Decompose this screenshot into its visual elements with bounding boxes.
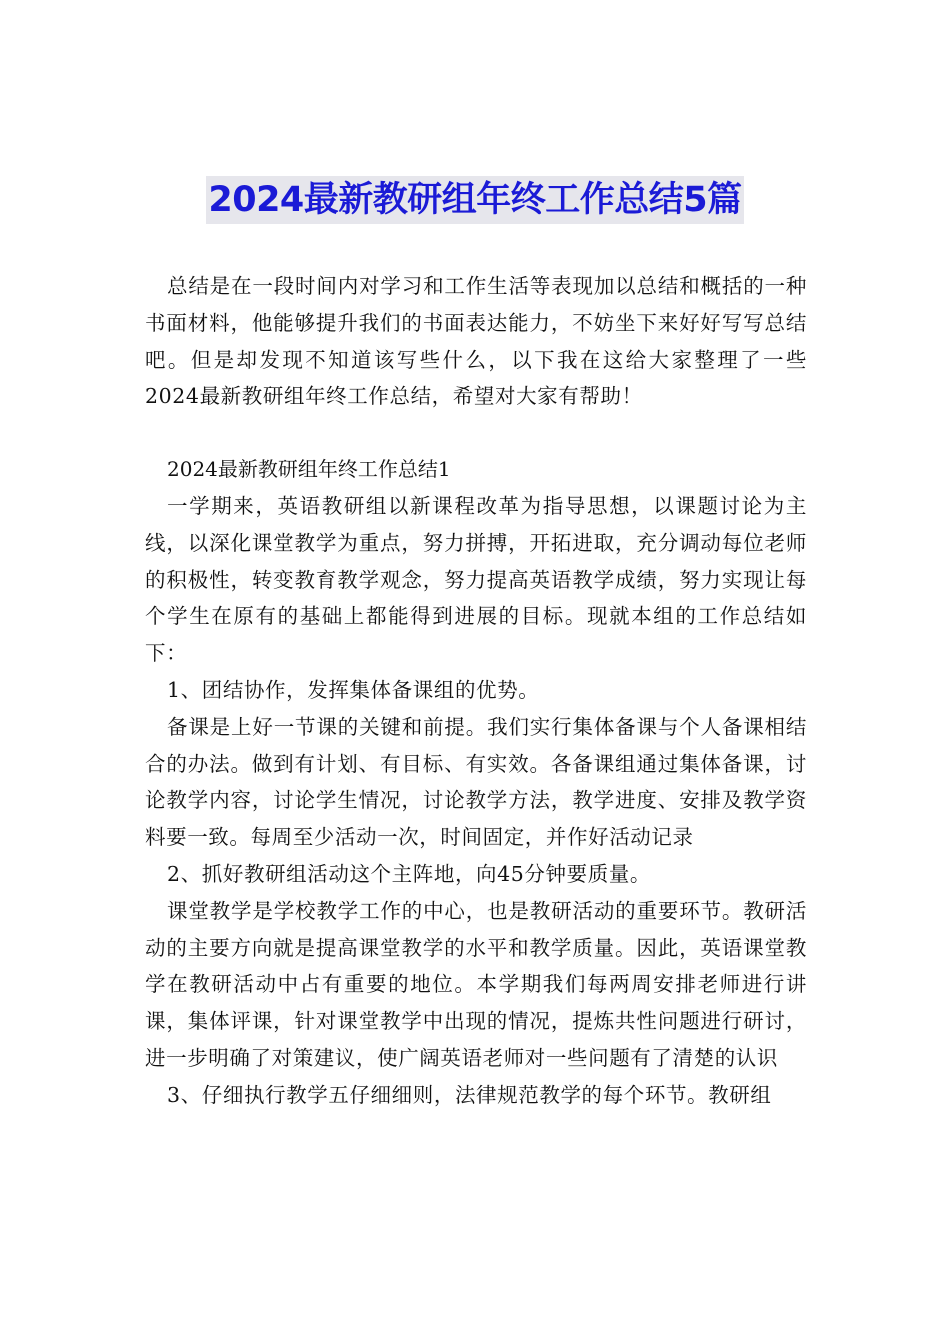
paragraph-gap [145, 415, 807, 451]
body-paragraph: 一学期来，英语教研组以新课程改革为指导思想，以课题讨论为主线，以深化课堂教学为重点，努力拼搏，开拓进取，充分调动每位老师的积极性，转变教育教学观念，努力提高英语教学成绩，努力实现让每个学生在原有的基础上都能得到进展的目标。现就本组的工作总结如下： [145, 493, 807, 666]
document-body [145, 268, 807, 1114]
list-point-2: 2、抓好教研组活动这个主阵地，向45分钟要质量。 [167, 861, 652, 886]
section-heading: 2024最新教研组年终工作总结1 [167, 457, 451, 482]
document-title: 2024最新教研组年终工作总结5篇 [206, 176, 743, 224]
title-container [0, 176, 950, 224]
list-point-3: 3、仔细执行教学五仔细细则，法律规范教学的每个环节。教研组 [167, 1082, 772, 1107]
list-point-1: 1、团结协作，发挥集体备课组的优势。 [167, 677, 540, 702]
intro-paragraph: 总结是在一段时间内对学习和工作生活等表现加以总结和概括的一种书面材料，他能够提升我们的书面表达能力，不妨坐下来好好写写总结吧。但是却发现不知道该写些什么，以下我在这给大家整理了一些2024最新教研组年终工作总结，希望对大家有帮助！ [145, 274, 807, 409]
body-paragraph: 课堂教学是学校教学工作的中心，也是教研活动的重要环节。教研活动的主要方向就是提高课堂教学的水平和教学质量。因此，英语课堂教学在教研活动中占有重要的地位。本学期我们每两周安排老师进行讲课，集体评课，针对课堂教学中出现的情况，提炼共性问题进行研讨，进一步明确了对策建议，使广阔英语老师对一些问题有了清楚的认识 [145, 898, 807, 1070]
body-paragraph: 备课是上好一节课的关键和前提。我们实行集体备课与个人备课相结合的办法。做到有计划、有目标、有实效。各备课组通过集体备课，讨论教学内容，讨论学生情况，讨论教学方法，教学进度、安排及教学资料要一致。每周至少活动一次，时间固定，并作好活动记录 [145, 714, 807, 850]
